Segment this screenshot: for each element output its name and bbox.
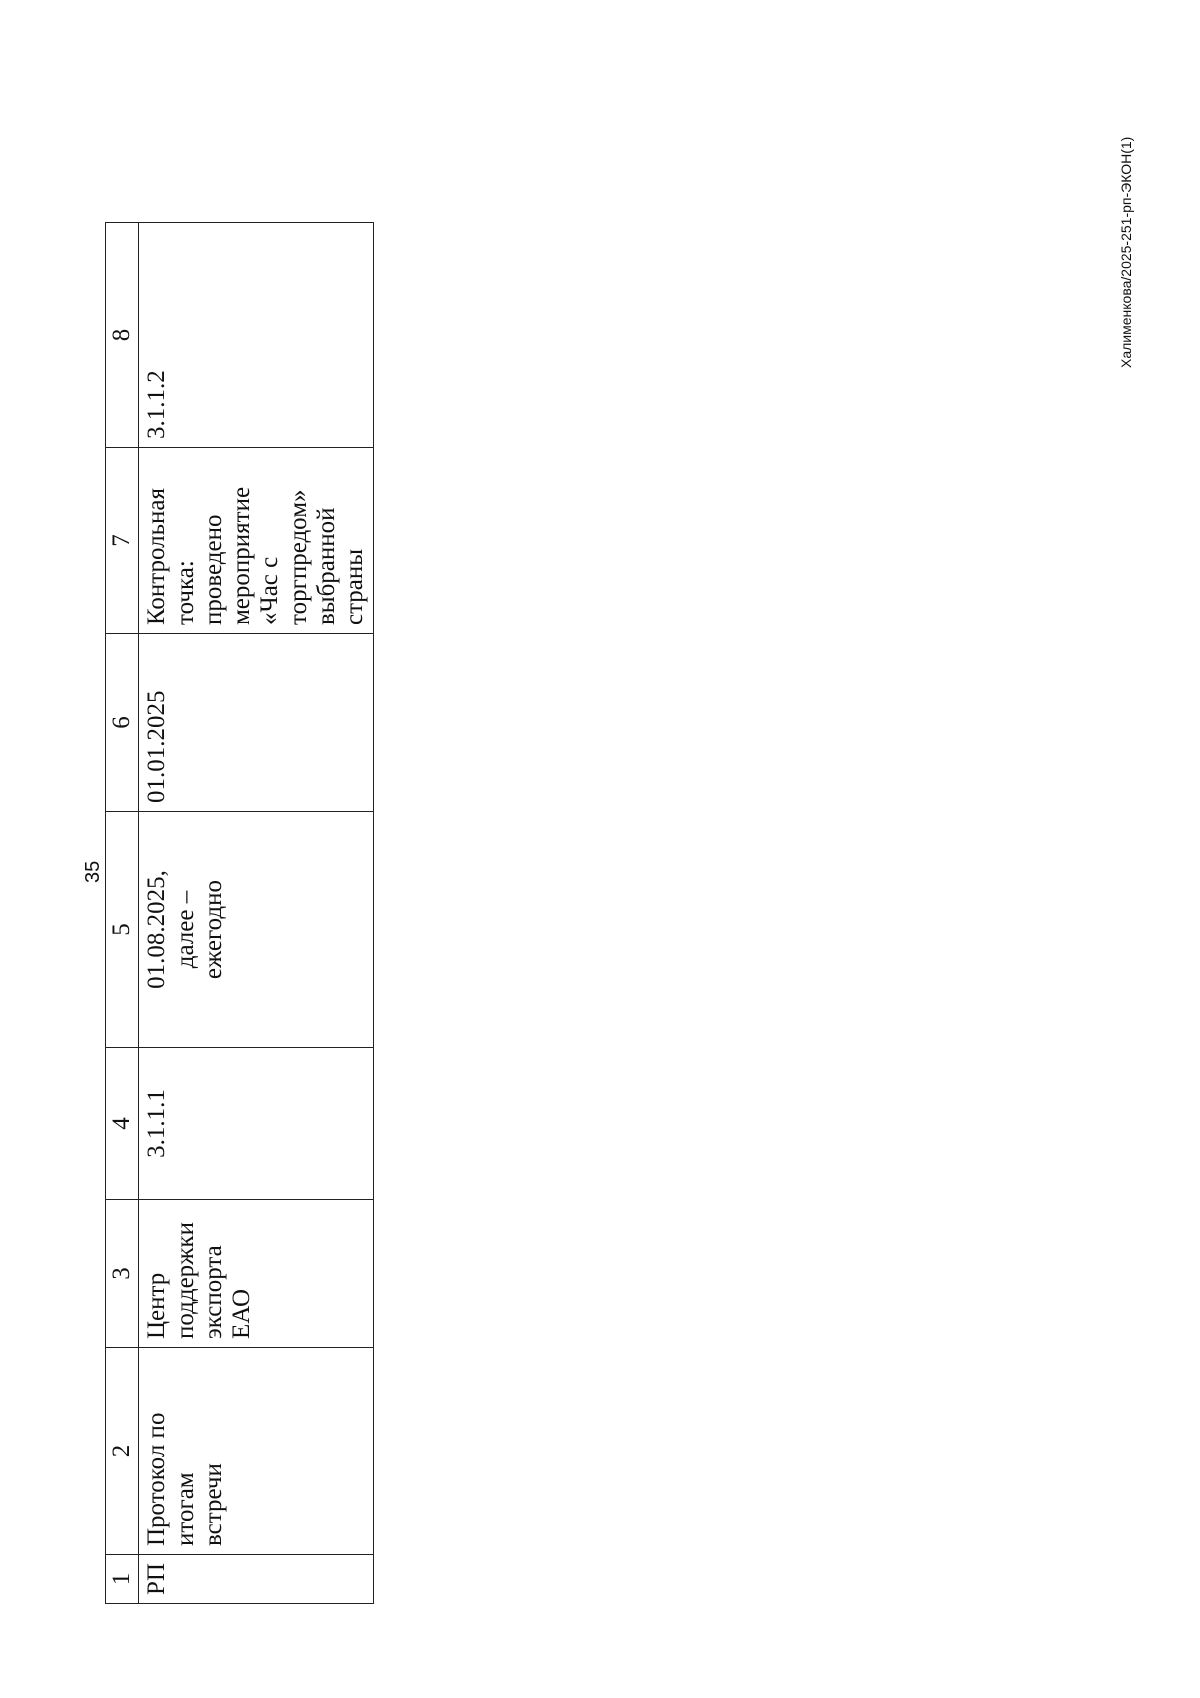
start-date-cell: 01.01.2025 [139, 634, 374, 812]
header-cell: 6 [106, 634, 139, 812]
document-reference: Халименкова/2025-251-рп-ЭКОН(1) [1118, 136, 1134, 368]
document-cell: Протокол по итогам встречи [139, 1348, 374, 1555]
end-date-cell: 01.08.2025, далее – ежегодно [139, 812, 374, 1048]
header-cell: 8 [106, 223, 139, 448]
header-row [106, 223, 139, 1604]
header-cell: 3 [106, 1200, 139, 1348]
header-cell: 4 [106, 1048, 139, 1200]
description-cell: Контрольная точка: проведено мероприятие «Час с торгпредом» выбранной страны [139, 448, 374, 634]
header-cell: 7 [106, 448, 139, 634]
item-number-cell: 3.1.1.2 [139, 223, 374, 448]
level-cell: РП [139, 1555, 374, 1604]
plan-table [105, 222, 374, 1604]
header-cell: 1 [106, 1555, 139, 1604]
table-row [139, 223, 374, 1604]
header-cell: 2 [106, 1348, 139, 1555]
responsible-cell: Центр поддержки экспорта ЕАО [139, 1200, 374, 1348]
link-cell: 3.1.1.1 [139, 1048, 374, 1200]
header-cell: 5 [106, 812, 139, 1048]
page-number: 35 [82, 860, 104, 883]
